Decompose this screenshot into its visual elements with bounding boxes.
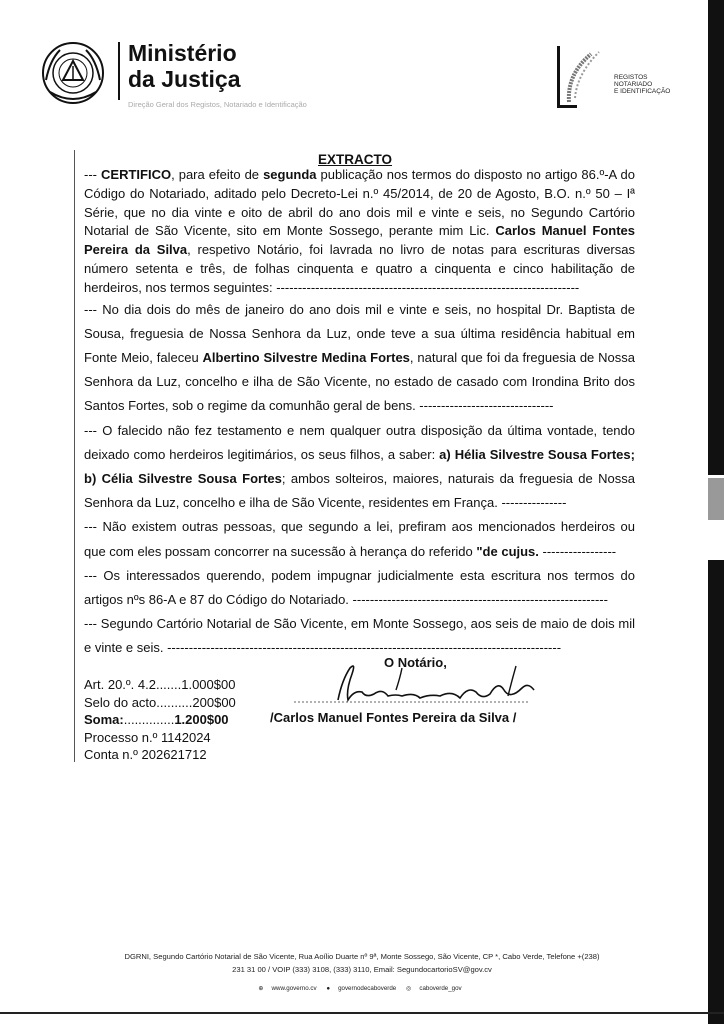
bold-text: CERTIFICO	[101, 167, 172, 182]
facebook-link[interactable]: governodecaboverde	[338, 985, 397, 992]
notary-name-inline: Carlos Manuel Fontes Pereira da Silva	[84, 223, 636, 258]
paragraph-death	[84, 298, 635, 419]
document-body	[84, 166, 635, 661]
text: --- No dia dois do mês de janeiro do ano dois mil e vinte e seis, no hospital Dr. Baptista de Sousa, freguesia de Nossa Senhora da Luz, onde teve a sua última residência habitual em Fonte Meio, faleceu	[84, 301, 635, 365]
letterhead	[0, 0, 724, 130]
text: -----------------	[538, 543, 617, 559]
bold-text: "de cujus.	[476, 543, 539, 559]
process-number: Processo n.º 1142024	[84, 729, 211, 745]
paragraph-challenge: --- Os interessados querendo, podem impugnar judicialmente esta escritura nos termos do artigos nºs 86-A e 87 do Código do Notariado. -----------------------------------------------------------	[84, 567, 635, 608]
rni-line-1: REGISTOS	[614, 74, 648, 81]
instagram-link[interactable]: caboverde_gov	[419, 985, 462, 992]
text: --- O falecido não fez testamento e nem qualquer outra disposição da última vontade, tendo deixado como herdeiros legitimários, os seus filhos, a saber:	[84, 422, 635, 462]
rni-logo-icon	[555, 44, 615, 110]
paragraph-heirs	[84, 419, 635, 516]
fees-block	[84, 676, 236, 764]
text: ---	[84, 167, 102, 182]
footer-line-1: DGRNI, Segundo Cartório Notarial de São Vicente, Rua Aoílio Duarte nº 9ª, Monte Sossego, São Vicente, CP *, Cabo Verde, Telefone +(238)	[124, 952, 600, 961]
notary-name: /Carlos Manuel Fontes Pereira da Silva /	[270, 710, 517, 725]
coat-of-arms-icon	[40, 40, 106, 106]
paragraph-no-others	[84, 515, 635, 563]
directorate-subtitle: Direção Geral dos Registos, Notariado e Identificação	[128, 100, 307, 109]
footer-address	[60, 950, 664, 976]
text: , para efeito de	[171, 167, 264, 182]
text: publicação nos termos do disposto no artigo 86.º-A do Código do Notariado, aditado pelo Decreto-Lei n.º 45/2014, de 20 de Agosto, B.O. n.º 50 – Iª Série, que no dia vinte e oito de abril do ano dois mil e vinte e seis, no Segundo Cartório Notarial de São Vicente, sito em Monte Sossego, perante mim Lic.	[84, 167, 635, 239]
ministry-title-line2: da Justiça	[128, 66, 241, 92]
ministry-title-line1: Ministério	[128, 40, 237, 66]
social-links	[230, 985, 490, 992]
globe-icon: ⊕	[258, 985, 264, 992]
fee-article: Art. 20.º. 4.2.......1.000$00	[84, 677, 236, 692]
left-margin-rule	[74, 150, 75, 762]
website-link[interactable]: www.governo.cv	[271, 985, 317, 992]
bottom-rule	[0, 1012, 724, 1014]
text: ; ambos solteiros, maiores, naturais da freguesia de Nossa Senhora da Luz, concelho e ilha de São Vicente, residentes em França. ---------------	[84, 471, 635, 511]
deceased-name: Albertino Silvestre Medina Fortes	[202, 349, 410, 365]
notary-label: O Notário,	[384, 655, 447, 670]
paragraph-certifico	[84, 166, 635, 298]
text: --- Não existem outras pessoas, que segundo a lei, prefiram aos mencionados herdeiros ou que com eles possam concorrer na sucessão à herança do referido	[84, 519, 635, 559]
heir-b: b) Célia Silvestre Sousa Fortes	[84, 471, 282, 486]
text: , respetivo Notário, foi lavrada no livro de notas para escrituras diversas número setenta e três, de folhas cinquenta e quatro a cinquenta e cinco habilitação de herdeiros, nos termos seguintes: ----------------------------------------------------------------------	[84, 242, 635, 295]
separator: ;	[630, 446, 635, 462]
paragraph-place-date: --- Segundo Cartório Notarial de São Vicente, em Monte Sossego, aos seis de maio de dois mil e vinte e seis. -------------------------------------------------------------------------------------------	[84, 616, 635, 656]
fee-total-label: Soma:	[84, 712, 124, 728]
fee-total-value: 1.200$00	[174, 712, 229, 728]
text: , natural que foi da freguesia de Nossa Senhora da Luz, concelho e ilha de São Vicente, no estado de casado com Irondina Brito dos Santos Fortes, sob o regime da comunhão geral de bens. -------------------------------	[84, 349, 635, 414]
scan-edge-bar	[708, 478, 724, 520]
heir-a: a) Hélia Silvestre Sousa Fortes	[439, 446, 631, 462]
fee-total	[84, 711, 236, 729]
rni-logo-text	[614, 74, 670, 95]
instagram-icon: ◎	[405, 985, 412, 992]
header-divider	[118, 42, 120, 100]
footer-line-2: 231 31 00 / VOIP (333) 3108, (333) 3110, Email: SegundocartorioSV@gov.cv	[232, 965, 492, 974]
facebook-icon: ●	[326, 985, 331, 992]
rni-line-2: NOTARIADO	[614, 81, 653, 88]
ministry-title	[128, 40, 241, 92]
rni-line-3: E IDENTIFICAÇÃO	[614, 88, 671, 95]
fee-total-dots: ..............	[123, 712, 175, 728]
bold-text: segunda	[263, 167, 317, 182]
account-number: Conta n.º 202621712	[84, 747, 207, 763]
fee-stamp: Selo do acto..........200$00	[84, 694, 236, 710]
scan-edge-bar	[708, 560, 724, 1024]
document-title: EXTRACTO	[318, 152, 393, 167]
